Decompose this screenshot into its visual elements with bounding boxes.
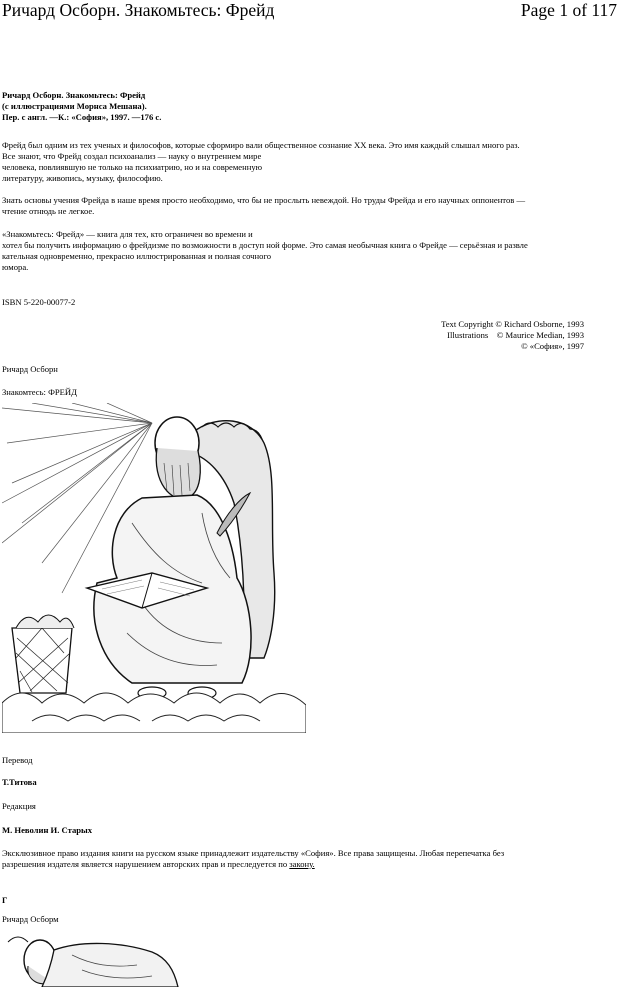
text-line: «Знакомьтесь: Фрейд» — книга для тех, кто ограничен во времени и (2, 229, 253, 239)
annotation-paragraph-1 (2, 140, 520, 184)
author-signature: Ричард Осборм (2, 914, 59, 924)
book-title: Знакомтесь: ФРЕЙД (2, 387, 77, 397)
bibliographic-info (2, 90, 161, 123)
text-line: кательная одновременно, прекрасно иллюстрированная и полная сочного (2, 251, 271, 261)
biblio-line: Пер. с англ. —К.: «София», 1997. —176 с. (2, 112, 162, 122)
rights-line (2, 859, 504, 870)
freud-illustration-drawing (2, 403, 306, 733)
copyright-publisher: © «София», 1997 (521, 341, 584, 351)
rights-notice (2, 848, 504, 870)
rights-line: Эксклюзивное право издания книги на русском языке принадлежит издательству «София». Все права защищены. Любая перепечатка без (2, 848, 505, 858)
annotation-paragraph-2 (2, 195, 525, 217)
text-line: Знать основы учения Фрейда в наше время просто необходимо, что бы не прослыть невеждой. Но труды Фрейда и его научных оппонентов — (2, 195, 526, 205)
text-line: литературу, живопись, музыку, философию. (2, 173, 163, 183)
freud-illustration (2, 403, 306, 733)
copyright-illustrations: Illustrations © Maurice Median, 1993 (447, 330, 584, 340)
text-line: человека, повлиявшую не только на психиатрию, но и на современную (2, 162, 263, 172)
text-line: Все знают, что Фрейд создал психоанализ — науку о внутреннем мире (2, 151, 262, 161)
law-link[interactable]: закону. (289, 859, 315, 869)
isbn: ISBN 5-220-00077-2 (2, 297, 76, 307)
page-number: Page 1 of 117 (520, 0, 617, 20)
biblio-line: (с иллюстрациями Морнса Мешана). (2, 101, 147, 111)
biblio-line: Ричард Осборн. Знакомьтесь: Фрейд (2, 90, 146, 100)
translation-label: Перевод (2, 755, 33, 765)
section-letter: Г (2, 895, 8, 905)
rights-line-text: разрешения издателя является нарушением авторских прав и преследуется по (2, 859, 290, 869)
copyright-block (441, 319, 584, 352)
editors-names: М. Неволин И. Старых (2, 825, 93, 835)
annotation-paragraph-3 (2, 229, 528, 273)
document-title: Ричард Осборн. Знакомьтесь: Фрейд (2, 0, 275, 20)
reclining-figure-drawing (2, 930, 182, 987)
text-line: Фрейд был одним из тех ученых и философов, которые сформиро вали общественное сознание XX века. Это имя каждый слышал много раз. (2, 140, 520, 150)
editing-label: Редакция (2, 801, 36, 811)
text-line: чтение отнюдь не легкое. (2, 206, 95, 216)
copyright-text: Text Copyright © Richard Osborne, 1993 (441, 319, 584, 329)
text-line: хотел бы получить информацию о фрейдизме по возможности в доступ ной форме. Это самая необычная книга о Фрейде — серьёзная и развле (2, 240, 528, 250)
text-line: юмора. (2, 262, 29, 272)
reclining-figure-illustration (2, 930, 182, 987)
author-name: Ричард Осборн (2, 364, 58, 374)
translator-name: Т.Титова (2, 777, 37, 787)
